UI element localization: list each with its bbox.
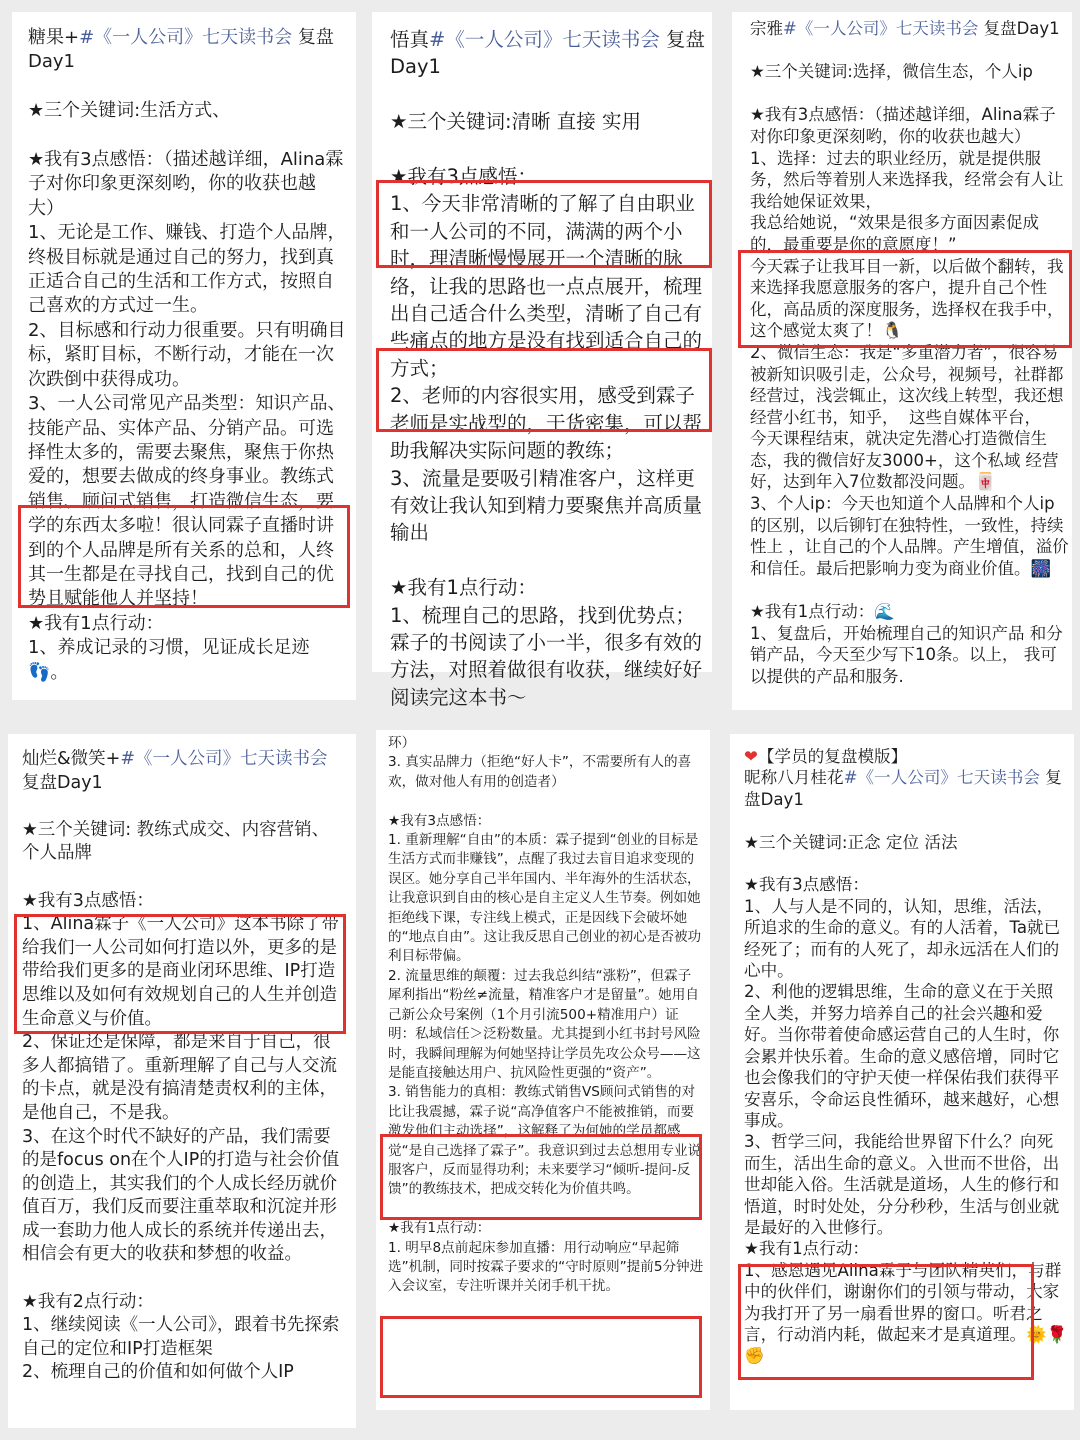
title-tail: 复盘 [292, 27, 334, 48]
hashtag-link[interactable]: #《一人公司》七天读书会 [120, 749, 328, 769]
fist-icon: ✊ [744, 1346, 765, 1366]
card-text [8, 734, 356, 1428]
card-body-4: ★我有1点行动： [750, 602, 875, 622]
card-body-2: 2、微信生态：我是“多重潜力者”，很容易被新知识吸引走，公众号，视频号，社群都经营过，浅尝辄止，这次线上转型，我还想经营小红书，知乎， 这些自媒体平台， 今天课程结束，就决定先潜心打造微信生态，我的微信好友3000+，这个私域 经营好，达到年入7位数都没问题。 [750, 342, 1064, 492]
card-text [376, 730, 710, 1410]
hashtag-link[interactable]: #《一人公司》七天读书会 [843, 768, 1040, 788]
author-name: 糖果+ [28, 27, 80, 48]
review-card-6 [730, 734, 1074, 1410]
penguin-icon: 🐧 [882, 321, 903, 341]
title-tail: 复盘 [659, 28, 706, 51]
hashtag-link[interactable]: #《一人公司》七天读书会 [429, 28, 660, 51]
hashtag-link[interactable]: #《一人公司》七天读书会 [783, 19, 979, 38]
card-body-5: 1、复盘后，开始梳理自己的知识产品 和分销产品，今天至少写下10条。以上， 我可以提供的产品和服务. [750, 623, 1063, 686]
card-text [730, 734, 1074, 1410]
card-body: Day1 ★三个关键词:生活方式、 ★我有3点感悟：（描述越详细，Alina霖子对你印象更深刻哟，你的收获也越大） 1、无论是工作、赚钱、打造个人品牌，终极目标就是通过自己的努力，找到真正适合自己的生活和工作方式，按照自己喜欢的方式过一生。 2、目标感和行动力很重要。只有明确目标，紧盯目标，不断行动，才能在一次次跌倒中获得成功。 3、一人公司常见产品类型：知识产品、技能产品、实体产品、分销产品。可选择性太多的，需要去聚焦，聚焦于你热爱的，想要去做成的终身事业。教练式销售、顾问式销售，打造微信生态，要学的东西太多啦！很认同霖子直播时讲到的个人品牌是所有关系的总和，人终其一生都是在寻找自己，找到自己的优势且赋能他人并坚持！ ★我有1点行动： 1、养成记录的习惯，见证成长足迹 [28, 51, 346, 659]
title-tail: 复盘Day1 [978, 19, 1060, 38]
card-body: 复盘Day1 ★三个关键词: 教练式成交、内容营销、个人品牌 ★我有3点感悟： 1、Alina霖子《一人公司》这本书除了带给我们一人公司如何打造以外，更多的是带给我们更多的是商业闭环思维、IP打造思维以及如何有效规划自己的人生并创造生命意义与价值。 2、保证还是保障，都是来自于自己，很多人都搞错了。重新理解了自己与人交流的卡点，就是没有搞清楚责权利的主体，是他自己，不是我。 3、在这个时代不缺好的产品，我们需要的是focus on在个人IP的打造与社会价值的创造上，其实我们的个人成长经历就价值百万，我们反而要注重萃取和沉淀并形成一套助力他人成长的系统并传递出去，相信会有更大的收获和梦想的收益。 ★我有2点行动： 1、继续阅读《一人公司》，跟着书先探索自己的定位和IP打造框架 2、梳理自己的价值和如何做个人IP [22, 772, 340, 1383]
wave-icon: 🌊 [874, 602, 895, 622]
fireworks-icon: 🎆 [1030, 558, 1052, 578]
card-body: Day1 ★三个关键词:清晰 直接 实用 ★我有3点感悟： 1、今天非常清晰的了解了自由职业和一人公司的不同，满满的两个小时，理清晰慢慢展开一个清晰的脉络，让我的思路也一点点展开，梳理出自己适合什么类型，清晰了自己有些痛点的地方是没有找到适合自己的方式； 2、老师的内容很实用，感受到霖子老师是实战型的，干货密集，可以帮助我解决实际问题的教练； 3、流量是要吸引精准客户，这样更有效让我认知到精力要聚焦并高质量输出 ★我有1点行动： 1、梳理自己的思路，找到优势点；霖子的书阅读了小一半，很多有效的方法，对照着做很有收获，继续好好阅读完这本书～ [390, 55, 703, 709]
mahjong-icon: 🀄 [975, 472, 996, 492]
review-card-2 [372, 12, 712, 709]
card-body: ★三个关键词:正念 定位 活法 ★我有3点感悟： 1、人与人是不同的，认知，思维，活法，所追求的生命的意义。有的人活着，Ta就已经死了；而有的人死了，却永远活在人们的心中。 2、利他的逻辑思维，生命的意义在于关照全人类，并努力培养自己的社会兴趣和爱好。当你带着使命感运营自己的人生时，你会累并快乐着。生命的意义感倍增，同时它也会像我们的守护天使一样保佑我们获得平安喜乐，令命运良性循环，越来越好，心想事成。 3、哲学三问，我能给世界留下什么？向死而生，活出生命的意义。入世而不世俗，出世却能入俗。生活就是道场，人生的修行和悟道，时时处处，分分秒秒，生活与创业就是最好的入世修行。 ★我有1点行动： 1、感恩遇见Alina霖子与团队精英们，与群中的伙伴们，谢谢你们的引领与带动，大家为我打开了另一扇看世界的窗口。听君之言，行动消内耗，做起来才是真道理。 [744, 832, 1062, 1344]
review-card-3 [732, 12, 1072, 710]
tail-text: 。 [50, 661, 69, 683]
card-text [732, 12, 1072, 710]
header-line: 【学员的复盘模版】 [757, 747, 908, 766]
heart-icon: ❤ [744, 747, 758, 766]
card-body-3: 3、个人ip：今天也知道个人品牌和个人ip的区别，以后铆钉在独特性，一致性，持续性上 ，让自己的个人品牌。产生增值，溢价和信任。最后把影响力变为商业价值。 [750, 494, 1069, 578]
footprints-icon: 👣 [28, 661, 51, 683]
card-text [372, 12, 712, 709]
card-text [12, 12, 356, 700]
card-body: ★三个关键词:选择，微信生态，个人ip ★我有3点感悟：（描述越详细，Alina霖子对你印象更深刻哟，你的收获也越大） 1、选择：过去的职业经历，就是提供服务，然后等着别人来选择我，经常会有人让我给她保证效果， 我总给她说，“效果是很多方面因素促成的，最重要是你的意愿度！” 今天霖子让我耳目一新，以后做个翻转，我来选择我愿意服务的客户，提升自己个性化，高品质的深度服务，选择权在我手中，这个感觉太爽了！ [750, 62, 1064, 341]
card-body: 环） 3. 真实品牌力（拒绝“好人卡”，不需要所有人的喜欢，做对他人有用的创造者） ★我有3点感悟： 1. 重新理解“自由”的本质：霖子提到“创业的目标是生活方式而非赚钱”，点醒了我过去盲目追求变现的误区。她分享自己半年国内、半年海外的生活状态，让我意识到自由的核心是自主定义人生节奏。例如她拒绝线下课，专注线上模式，正是因线下会破坏她的“地点自由”。这让我反思自己创业的初心是否被功利目标带偏。 2. 流量思维的颠覆：过去我总纠结“涨粉”，但霖子犀利指出“粉丝≠流量，精准客户才是留量”。她用自己新公众号案例（1个月引流500+精准用户）证明：私域信任＞泛粉数量。尤其提到小红书封号风险时，我瞬间理解为何她坚持让学员先攻公众号——这是能直接触达用户、抗风险性更强的“资产”。 3. 销售能力的真相：教练式销售VS顾问式销售的对比让我震撼，霖子说“高净值客户不能被推销，而要激发他们主动选择”，这解释了为何她的学员都感觉“是自己选择了霖子”。我意识到过去总想用专业说服客户，反而显得功利；未来要学习“倾听-提问-反馈”的教练技术，把成交转化为价值共鸣。 ★我有1点行动： 1. 明早8点前起床参加直播：用行动响应“早起筛选”机制，同时按霖子要求的“守时原则”提前5分钟进入会议室，专注听课并关闭手机干扰。 [388, 735, 704, 1295]
author-name: 昵称八月桂花 [744, 768, 844, 788]
author-name: 悟真 [390, 28, 430, 51]
review-card-1 [12, 12, 356, 700]
rose-icon: 🌹 [1046, 1324, 1068, 1344]
author-name: 宗雅 [750, 19, 783, 38]
sun-icon: 🌞 [1026, 1324, 1047, 1344]
author-name: 灿烂&微笑+ [22, 749, 121, 769]
hashtag-link[interactable]: #《一人公司》七天读书会 [79, 27, 293, 48]
title-tail: 复盘Day1 [744, 768, 1062, 809]
review-card-4 [8, 734, 356, 1428]
review-card-5 [376, 730, 710, 1410]
